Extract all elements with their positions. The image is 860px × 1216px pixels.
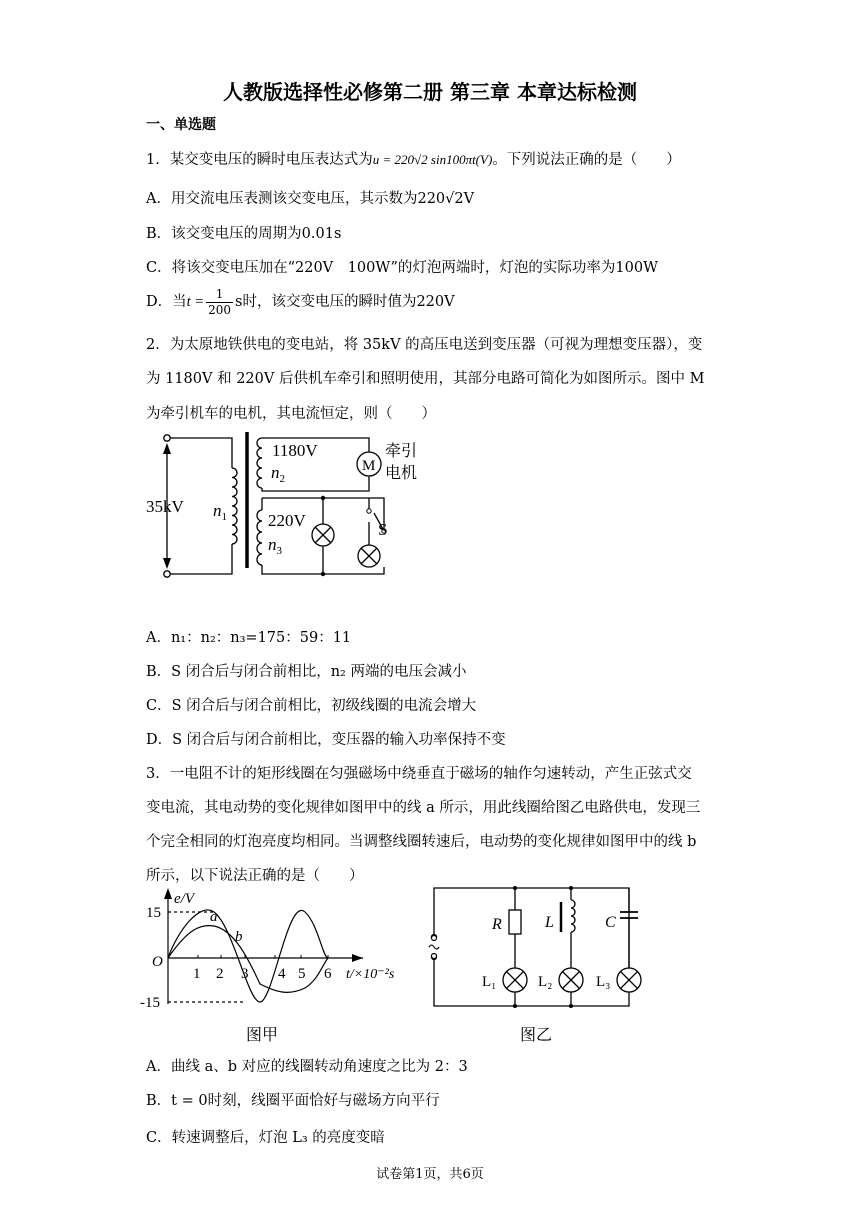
label-l: L bbox=[545, 914, 554, 931]
q1-stem-post: 。下列说法正确的是（ ） bbox=[492, 152, 681, 168]
label-motor-1: 牵引 bbox=[385, 443, 418, 460]
q1-d-num: 1 bbox=[206, 287, 233, 303]
label-r: R bbox=[492, 916, 502, 933]
q1-option-d bbox=[146, 285, 455, 319]
q3-line-4: 所示，以下说法正确的是（ ） bbox=[146, 868, 364, 884]
q3-line-1: 3．一电阻不计的矩形线圈在匀强磁场中绕垂直于磁场的轴作匀速转动，产生正弦式交 bbox=[146, 766, 692, 782]
origin-label: O bbox=[152, 954, 163, 970]
figure-jia-graph bbox=[138, 884, 408, 1054]
q3-option-c: C．转速调整后，灯泡 L₃ 的亮度变暗 bbox=[146, 1130, 385, 1146]
q3-line-2: 变电流，其电动势的变化规律如图甲中的线 a 所示，用此线圈给图乙电路供电，发现三 bbox=[146, 800, 701, 816]
label-c: C bbox=[605, 914, 616, 931]
label-n3: $n_3$ bbox=[268, 535, 282, 557]
q2-option-a: A．n₁：n₂：n₃=175：59：11 bbox=[146, 630, 352, 646]
label-l1: L₁ bbox=[482, 974, 497, 990]
curve-b bbox=[168, 926, 328, 993]
label-l3: L₃ bbox=[596, 974, 611, 990]
x-tick-6: 6 bbox=[324, 966, 332, 982]
x-tick-2: 2 bbox=[216, 966, 224, 982]
q1-stem-pre: 1．某交变电压的瞬时电压表达式为 bbox=[146, 152, 373, 168]
label-l2: L₂ bbox=[538, 974, 553, 990]
page-footer: 试卷第1页，共6页 bbox=[376, 1167, 484, 1182]
y-axis-label: e/V bbox=[174, 891, 194, 907]
q1-d-den: 200 bbox=[208, 302, 231, 317]
q3-option-a: A．曲线 a、b 对应的线圈转动角速度之比为 2：3 bbox=[146, 1059, 468, 1075]
x-tick-4: 4 bbox=[278, 966, 286, 982]
q2-line-3: 为牵引机车的电机，其电流恒定，则（ ） bbox=[146, 406, 436, 422]
q1-d-fraction bbox=[206, 287, 233, 318]
figure-yi-caption: 图乙 bbox=[520, 1027, 553, 1044]
q1-formula: u = 220√2 sin100πt(V) bbox=[372, 152, 493, 167]
q3-line-3: 个完全相同的灯泡亮度均相同。当调整线圈转速后，电动势的变化规律如图甲中的线 b bbox=[146, 834, 697, 850]
q1-option-b: B．该交变电压的周期为0.01s bbox=[146, 226, 342, 242]
x-tick-3: 3 bbox=[241, 966, 249, 982]
label-motor-m: M bbox=[362, 458, 376, 474]
label-1180v: 1180V bbox=[272, 441, 318, 460]
primary-coil bbox=[232, 468, 237, 544]
secondary-coil-n2 bbox=[257, 438, 262, 488]
q3-option-b: B．t = 0时刻，线圈平面恰好与磁场方向平行 bbox=[146, 1093, 440, 1109]
label-35kv: 35kV bbox=[146, 497, 184, 516]
q1-option-c: C．将该交变电压加在“220V 100W”的灯泡两端时，灯泡的实际功率为100W bbox=[146, 260, 658, 276]
curve-b-label: b bbox=[235, 929, 243, 945]
label-n1: $n_1$ bbox=[213, 501, 227, 523]
y-tick-neg15: -15 bbox=[140, 995, 160, 1011]
section-heading: 一、单选题 bbox=[146, 117, 216, 133]
figure-jia-caption: 图甲 bbox=[246, 1027, 279, 1044]
inductor-l bbox=[571, 900, 575, 932]
figure-yi-circuit bbox=[420, 882, 650, 1052]
y-tick-15: 15 bbox=[146, 905, 161, 921]
x-tick-1: 1 bbox=[193, 966, 201, 982]
resistor-r bbox=[509, 910, 521, 934]
q1-d-pre: D．当 bbox=[146, 294, 187, 310]
terminal-bottom bbox=[164, 571, 170, 577]
q2-line-2: 为 1180V 和 220V 后供机车牵引和照明使用，其部分电路可简化为如图所示。图中 M bbox=[146, 371, 705, 387]
q1-d-post: s时，该交变电压的瞬时值为220V bbox=[235, 294, 455, 310]
q1-option-a: A．用交流电压表测该交变电压，其示数为220√2V bbox=[146, 191, 475, 207]
transformer-circuit-figure bbox=[140, 428, 440, 588]
q2-option-c: C．S 闭合后与闭合前相比，初级线圈的电流会增大 bbox=[146, 698, 477, 714]
q2-line-1: 2．为太原地铁供电的变电站，将 35kV 的高压电送到变压器（可视为理想变压器），变 bbox=[146, 337, 703, 353]
label-220v: 220V bbox=[268, 511, 306, 530]
x-axis-label: t/×10⁻²s bbox=[346, 967, 395, 982]
x-tick-5: 5 bbox=[298, 966, 306, 982]
label-n2: $n_2$ bbox=[271, 463, 285, 485]
label-switch-s: S bbox=[378, 520, 388, 539]
curve-a-label: a bbox=[210, 909, 218, 925]
label-motor-2: 电机 bbox=[385, 465, 418, 482]
q1-stem bbox=[146, 148, 681, 169]
secondary-coil-n3 bbox=[257, 510, 262, 565]
q2-option-d: D．S 闭合后与闭合前相比，变压器的输入功率保持不变 bbox=[146, 732, 506, 748]
page-title: 人教版选择性必修第二册 第三章 本章达标检测 bbox=[223, 80, 637, 104]
q2-option-b: B．S 闭合后与闭合前相比，n₂ 两端的电压会减小 bbox=[146, 664, 467, 680]
q1-d-var: t = bbox=[186, 294, 205, 310]
terminal-top bbox=[164, 435, 170, 441]
